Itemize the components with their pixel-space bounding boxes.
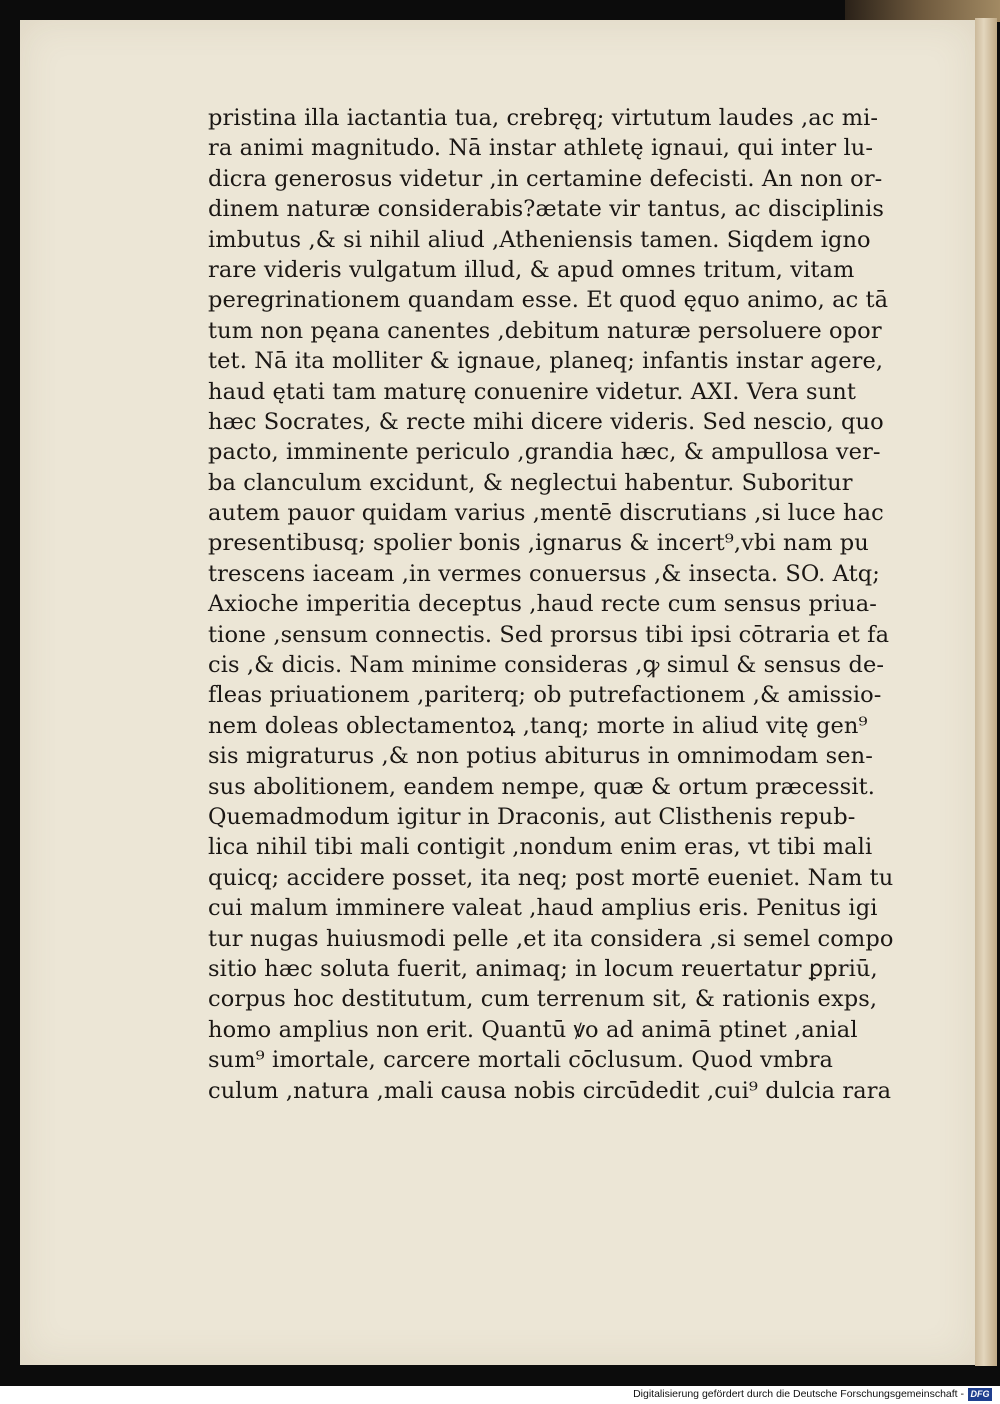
- text-line: trescens iaceam ,in vermes conuersus ,& insecta. SO. Atq;: [208, 560, 880, 587]
- text-line: pacto, imminente periculo ,grandia hæc, & ampullosa ver-: [208, 439, 881, 466]
- text-line: tur nugas huiusmodi pelle ,et ita considera ,si semel compo: [208, 925, 894, 952]
- text-line: sitio hæc soluta fuerit, animaq; in locum reuertatur ꝑpriū,: [208, 955, 878, 982]
- text-line: Quemadmodum igitur in Draconis, aut Clisthenis repub-: [208, 803, 856, 830]
- text-line: nem doleas oblectamentoꝝ ,tanq; morte in aliud vitę gen⁹: [208, 712, 868, 739]
- text-line: quicq; accidere posset, ita neq; post mortē eueniet. Nam tu: [208, 864, 894, 891]
- text-line: cui malum imminere valeat ,haud amplius eris. Penitus igi: [208, 895, 878, 922]
- text-line: sus abolitionem, eandem nempe, quæ & ortum præcessit.: [208, 773, 876, 800]
- text-line: autem pauor quidam varius ,mentē discrutians ,si luce hac: [208, 500, 884, 527]
- text-line: lica nihil tibi mali contigit ,nondum enim eras, vt tibi mali: [208, 834, 873, 861]
- text-line: ba clanculum excidunt, & neglectui habentur. Suboritur: [208, 469, 853, 496]
- text-line: hæc Socrates, & recte mihi dicere videris. Sed nescio, quo: [208, 408, 884, 435]
- credit-bar: [0, 1386, 1000, 1404]
- text-line: sum⁹ imortale, carcere mortali cōclusum. Quod vmbra: [208, 1047, 834, 1074]
- text-line: fleas priuationem ,pariterq; ob putrefactionem ,& amissio-: [208, 682, 882, 709]
- dfg-logo-icon: DFG: [968, 1388, 992, 1401]
- page-text-block: [208, 103, 908, 1106]
- text-line: tum non pęana canentes ,debitum naturæ persoluere opor: [208, 317, 882, 344]
- text-line: imbutus ,& si nihil aliud ,Atheniensis tamen. Siqdem igno: [208, 226, 871, 253]
- text-line: corpus hoc destitutum, cum terrenum sit, & rationis exps,: [208, 986, 878, 1013]
- page-edge-strip: [975, 18, 997, 1366]
- text-line: rare videris vulgatum illud, & apud omnes tritum, vitam: [208, 256, 855, 283]
- text-line: peregrinationem quandam esse. Et quod ęquo animo, ac tā: [208, 287, 889, 314]
- text-line: sis migraturus ,& non potius abiturus in omnimodam sen-: [208, 743, 873, 770]
- text-line: ra animi magnitudo. Nā instar athletę ignaui, qui inter lu-: [208, 135, 874, 162]
- text-line: tet. Nā ita molliter & ignaue, planeq; infantis instar agere,: [208, 348, 884, 375]
- credit-text: Digitalisierung gefördert durch die Deutsche Forschungsgemeinschaft -: [633, 1388, 964, 1400]
- text-line: culum ,natura ,mali causa nobis circūdedit ,cui⁹ dulcia rara: [208, 1077, 892, 1104]
- text-line: Axioche imperitia deceptus ,haud recte cum sensus priua-: [208, 591, 877, 618]
- text-line: presentibusq; spolier bonis ,ignarus & incert⁹,vbi nam pu: [208, 530, 869, 557]
- text-line: pristina illa iactantia tua, crebręq; virtutum laudes ,ac mi-: [208, 105, 879, 131]
- text-line: haud ętati tam maturę conuenire videtur. AXI. Vera sunt: [208, 378, 857, 405]
- text-line: dicra generosus videtur ,in certamine defecisti. An non or-: [208, 165, 883, 192]
- text-line: tione ,sensum connectis. Sed prorsus tibi ipsi cōtraria et fa: [208, 621, 890, 648]
- text-line: cis ,& dicis. Nam minime consideras ,ꝙ simul & sensus de-: [208, 652, 885, 679]
- text-line: homo amplius non erit. Quantū ꝟo ad animā ptinet ,anial: [208, 1016, 858, 1043]
- text-line: dinem naturæ considerabis?ætate vir tantus, ac disciplinis: [208, 196, 885, 223]
